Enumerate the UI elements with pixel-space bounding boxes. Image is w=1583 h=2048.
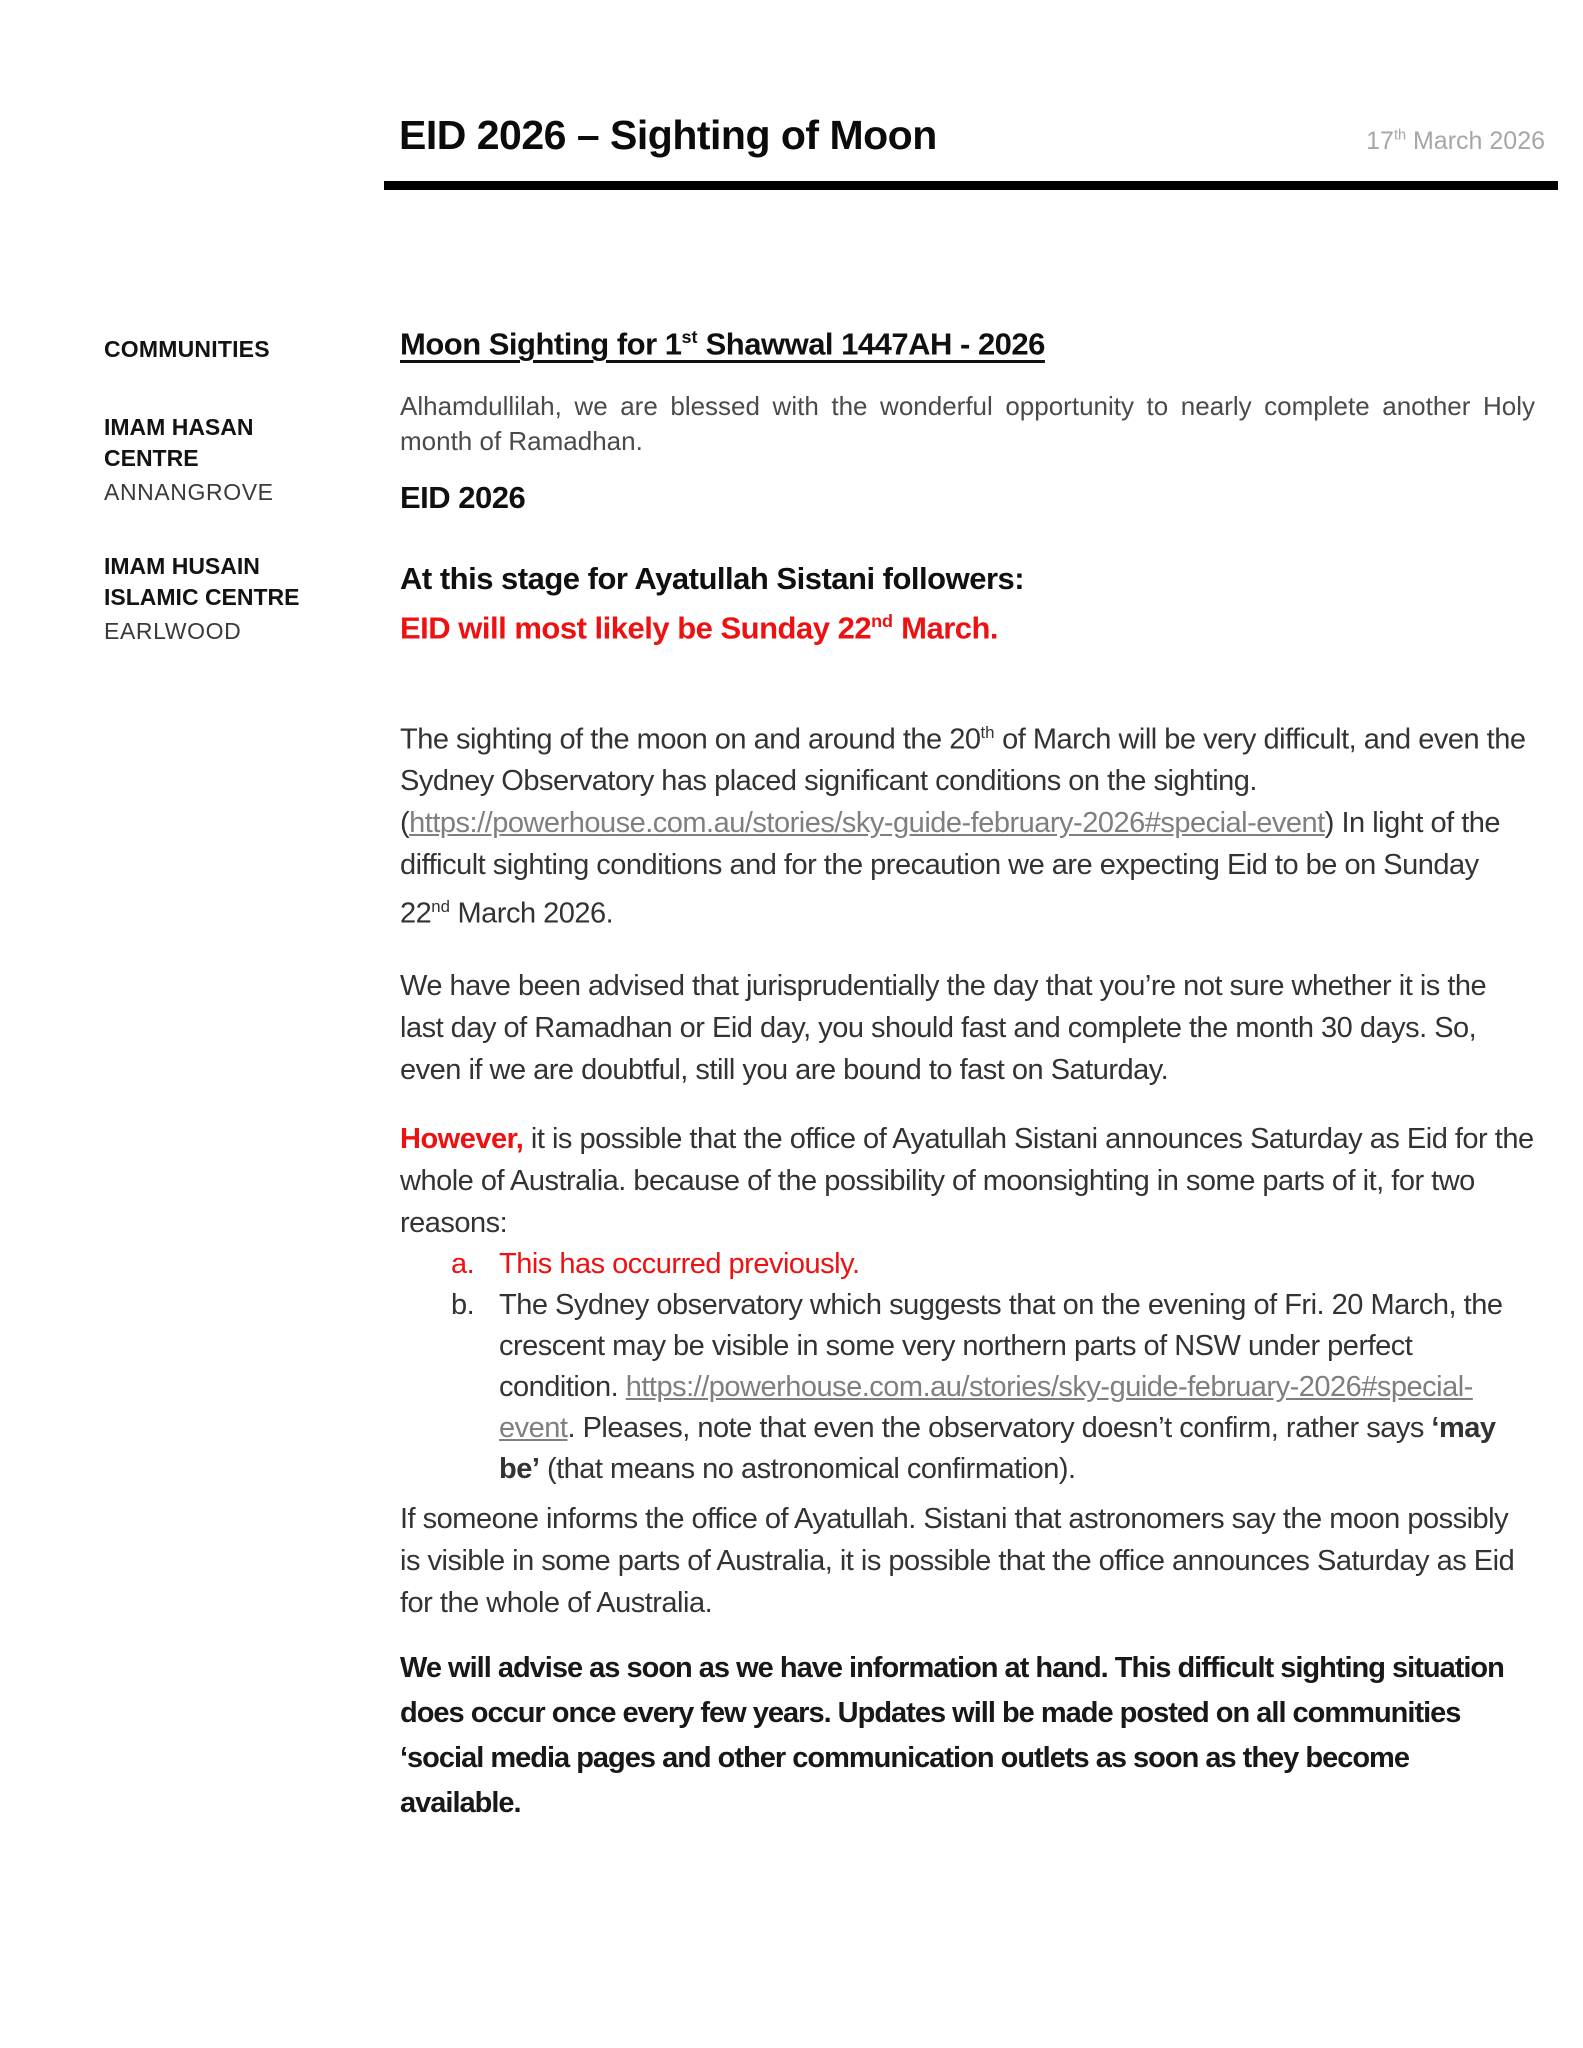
document-date: 17th March 2026 — [1366, 127, 1545, 155]
list-item-text: The Sydney observatory which suggests that on the evening of Fri. 20 March, the crescent may be visible in some very northern parts of NSW under perfect condition. https://powerhouse.com.au/stories/sky-guide-february-2026#special-event. Pleases, note that even the observatory doesn’t confirm, rather says ‘may be’ (that means no astronomical confirmation). — [499, 1288, 1503, 1485]
main-content — [400, 316, 1535, 1826]
however-paragraph: However, it is possible that the office of Ayatullah Sistani announces Saturday as Eid for the whole of Australia. because of the possibility of moonsighting in some parts of it, for two reasons: — [400, 1122, 1534, 1239]
list-item — [400, 1244, 1535, 1285]
organisation-imam-hasan-centre — [104, 412, 339, 507]
powerhouse-sky-guide-link[interactable]: https://powerhouse.com.au/stories/sky-guide-february-2026#special-event — [499, 1370, 1473, 1444]
sidebar — [104, 336, 339, 646]
informs-office-paragraph: If someone informs the office of Ayatullah. Sistani that astronomers say the moon possibly is visible in some parts of Australia, it is possible that the office announces Saturday as Eid for the whole of Australia. — [400, 1502, 1515, 1619]
reasons-list — [400, 1244, 1535, 1490]
list-marker: b. — [451, 1288, 475, 1321]
list-marker: a. — [451, 1247, 475, 1280]
updates-paragraph: We will advise as soon as we have information at hand. This difficult sighting situation does occur once every few years. Updates will be made posted on all communities ‘social media pages and other communication outlets as soon as they become available. — [400, 1651, 1504, 1819]
organisation-location: EARLWOOD — [104, 618, 242, 644]
intro-paragraph: Alhamdullilah, we are blessed with the wonderful opportunity to nearly complete another Holy month of Ramadhan. — [400, 391, 1535, 457]
eid-2026-heading: EID 2026 — [400, 480, 526, 516]
moon-sighting-heading: Moon Sighting for 1st Shawwal 1447AH - 2026 — [400, 326, 1045, 362]
list-item-text: This has occurred previously. — [499, 1247, 860, 1280]
organisation-name: IMAM HUSAIN ISLAMIC CENTRE — [104, 553, 300, 610]
sistani-followers-heading: At this stage for Ayatullah Sistani followers: — [400, 561, 1025, 597]
header-divider — [384, 181, 1558, 190]
organisation-name: IMAM HASAN CENTRE — [104, 414, 254, 471]
page-title: EID 2026 – Sighting of Moon — [399, 112, 937, 158]
sighting-difficulty-paragraph: The sighting of the moon on and around the 20th of March will be very difficult, and even the Sydney Observatory has placed significant conditions on the sighting. (https://powerhouse.com.au/stories/sky-guide-february-2026#special-event) In light of the difficult sighting conditions and for the precaution we are expecting Eid to be on Sunday 22nd March 2026. — [400, 722, 1526, 930]
list-item — [400, 1285, 1535, 1490]
eid-date-announcement: EID will most likely be Sunday 22nd March. — [400, 610, 999, 646]
sidebar-heading: COMMUNITIES — [104, 336, 270, 362]
organisation-location: ANNANGROVE — [104, 479, 274, 505]
jurisprudence-paragraph: We have been advised that jurisprudentially the day that you’re not sure whether it is the last day of Ramadhan or Eid day, you should fast and complete the month 30 days. So, even if we are doubtful, still you are bound to fast on Saturday. — [400, 969, 1487, 1086]
powerhouse-sky-guide-link[interactable]: https://powerhouse.com.au/stories/sky-guide-february-2026#special-event — [409, 807, 1325, 840]
organisation-imam-husain-islamic-centre — [104, 551, 339, 646]
